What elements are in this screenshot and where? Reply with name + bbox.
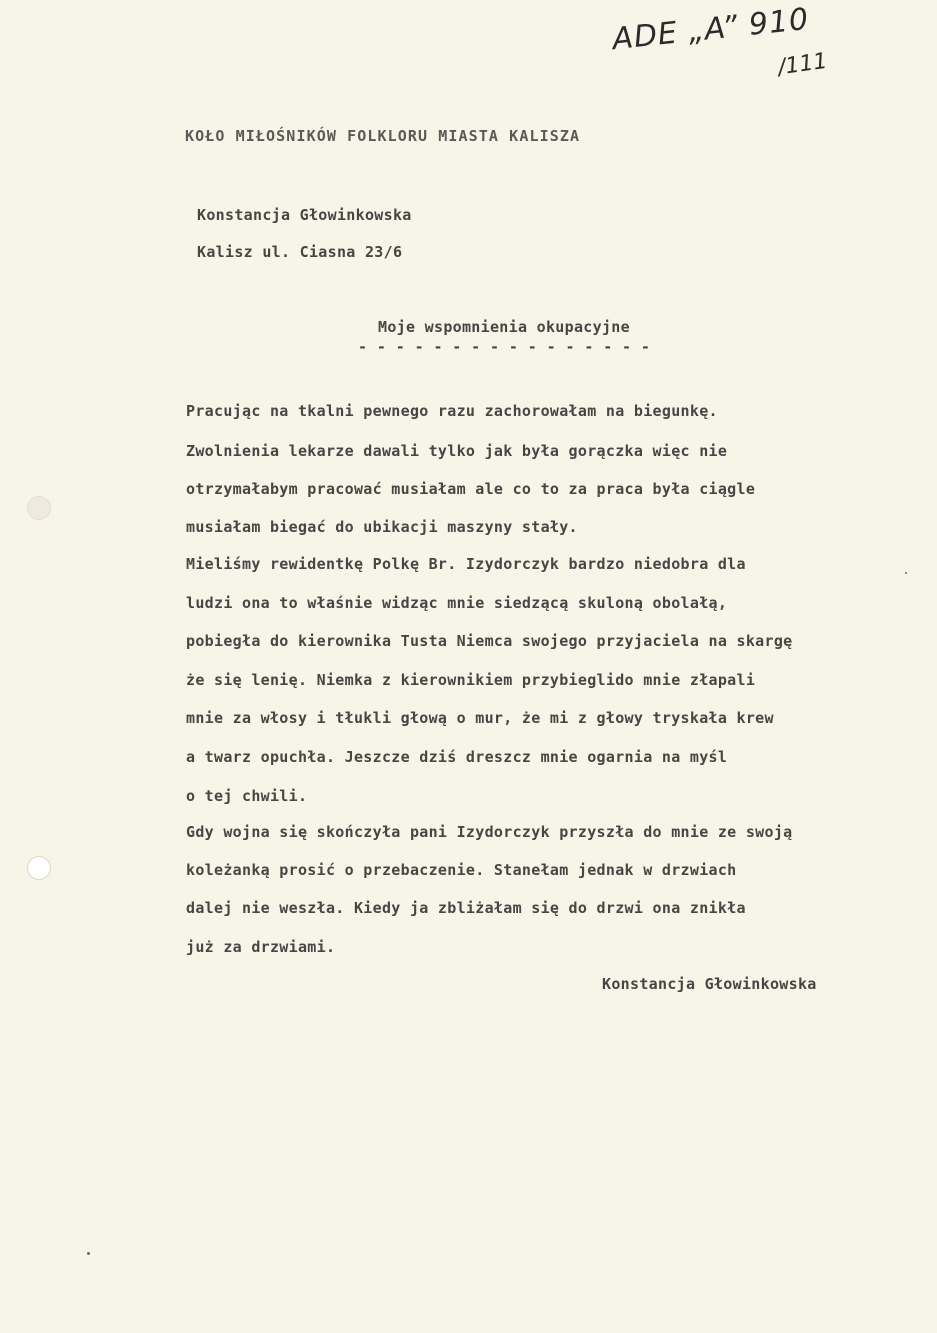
body-line: a twarz opuchła. Jeszcze dziś dreszcz mnie ogarnia na myśl [186,748,728,766]
body-line: mnie za włosy i tłukli głową o mur, że mi z głowy tryskała krew [186,709,774,727]
author-name: Konstancja Głowinkowska [197,206,412,224]
paper-speck [905,572,907,574]
archive-mark-sub: /111 [776,48,829,81]
body-line: Mieliśmy rewidentkę Polkę Br. Izydorczyk bardzo niedobra dla [186,555,746,573]
body-line: o tej chwili. [186,787,308,805]
archive-mark: ADE „A” 910 [610,1,811,58]
body-line: Gdy wojna się skończyła pani Izydorczyk przyszła do mnie ze swoją [186,823,793,841]
document-title: Moje wspomnienia okupacyjne [378,318,630,336]
body-line: Pracując na tkalni pewnego razu zachorowałam na biegunkę. [186,402,718,420]
punch-hole-lower [27,856,51,880]
body-line: dalej nie weszła. Kiedy ja zbliżałam się do drzwi ona znikła [186,899,746,917]
body-line: musiałam biegać do ubikacji maszyny stały. [186,518,578,536]
author-address: Kalisz ul. Ciasna 23/6 [197,243,403,261]
body-line: Zwolnienia lekarze dawali tylko jak była gorączka więc nie [186,442,728,460]
organization-header: KOŁO MIŁOŚNIKÓW FOLKLORU MIASTA KALISZA [185,127,581,145]
body-line: ludzi ona to właśnie widząc mnie siedzącą skuloną obolałą, [186,594,728,612]
body-line: otrzymałabym pracować musiałam ale co to za praca była ciągle [186,480,756,498]
body-line: koleżanką prosić o przebaczenie. Stanełam jednak w drzwiach [186,861,737,879]
body-line: już za drzwiami. [186,938,336,956]
punch-hole-upper [27,496,51,520]
body-line: że się lenię. Niemka z kierownikiem przybieglido mnie złapali [186,671,756,689]
signature: Konstancja Głowinkowska [602,975,817,993]
paper-speck [87,1252,90,1255]
title-underline: - - - - - - - - - - - - - - - - [358,338,651,356]
body-line: pobiegła do kierownika Tusta Niemca swojego przyjaciela na skargę [186,632,793,650]
